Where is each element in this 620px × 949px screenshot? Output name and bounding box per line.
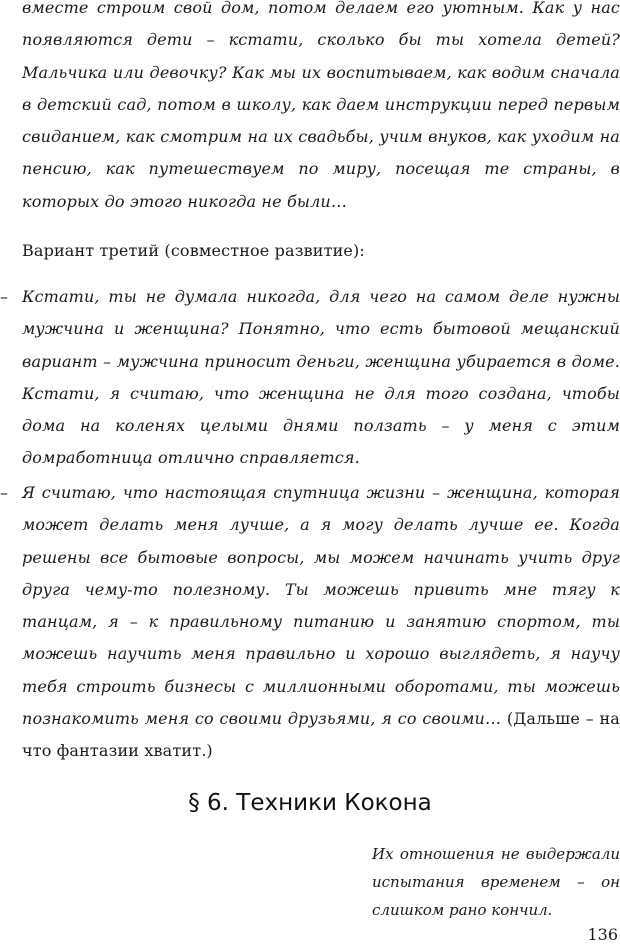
dialogue-text: Я считаю, что настоящая спутница жизни – женщина, которая может делать меня лучше, а я могу делать лучше ее. Когда решены все бытовые вопросы, мы можем начинать учить друг друга чему-то полезному. Ты можешь привить мне тягу к танцам, я – к правильному питанию и занятию спортом, ты можешь научить меня правильно и хорошо выглядеть, я научу тебя строить бизнесы с миллионными оборотами, ты можешь познакомить меня со своими друзьями, я со своими… xyxy=(22,483,620,729)
author-remark: (Дальше – на что фантазии хватит.) xyxy=(22,709,620,761)
dialogue-text: Кстати, ты не думала никогда, для чего на самом деле нужны мужчина и женщина? Понятно, что есть бытовой мещанский вариант – мужчина приносит деньги, женщина убирается в доме. Кстати, я считаю, что женщина не для того создана, чтобы дома на коленях целыми днями ползать – у меня с этим домработница отлично справляется. xyxy=(22,287,620,468)
dialogue-dash: – xyxy=(0,483,9,502)
section-heading: § 6. Техники Кокона xyxy=(188,790,432,816)
dialogue-line-2 xyxy=(0,477,620,768)
variant-label: Вариант третий (совместное развитие): xyxy=(22,241,365,260)
dialogue-dash: – xyxy=(0,287,9,306)
paragraph-1: вместе строим свой дом, потом делаем его уютным. Как у нас появляются дети – кстати, сколько бы ты хотела детей? Мальчика или девочку? Как мы их воспитываем, как водим сначала в детский сад, потом в школу, как даем инструкции перед первым свиданием, как смотрим на их свадьбы, учим внуков, как уходим на пенсию, как путешествуем по миру, посещая те страны, в которых до этого никогда не были… xyxy=(22,0,620,211)
dialogue-line-1 xyxy=(0,281,620,475)
epigraph: Их отношения не выдержали испытания временем – он слишком рано кончил. xyxy=(372,845,620,919)
page-number: 136 xyxy=(587,925,618,944)
